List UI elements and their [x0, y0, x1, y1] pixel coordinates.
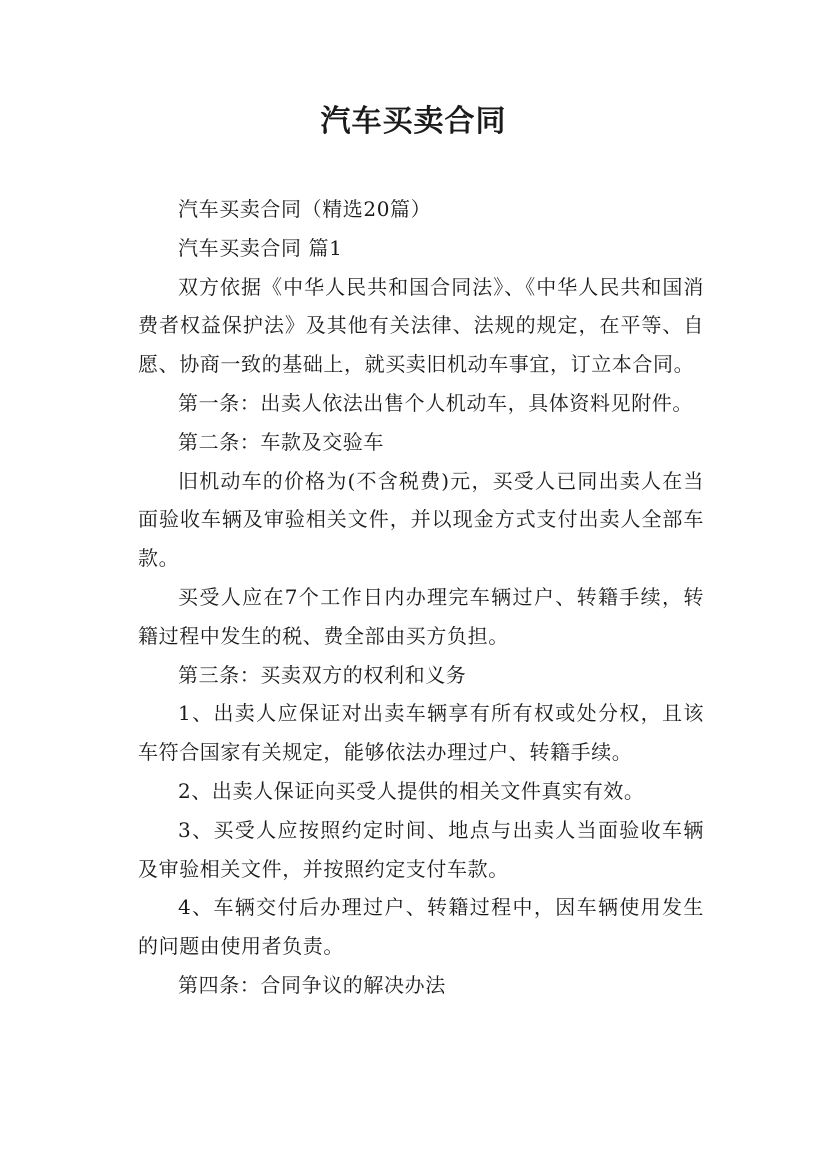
price-paragraph: 旧机动车的价格为(不含税费)元，买受人已同出卖人在当面验收车辆及审验相关文件，并以现金方式支付出卖人全部车款。 [138, 468, 704, 571]
article-1-paragraph: 第一条：出卖人依法出售个人机动车，具体资料见附件。 [178, 390, 693, 415]
article-3-heading: 第三条：买卖双方的权利和义务 [178, 662, 467, 687]
transfer-paragraph: 买受人应在7个工作日内办理完车辆过户、转籍手续，转籍过程中发生的税、费全部由买方负担。 [138, 584, 704, 648]
clause-4-paragraph: 4、车辆交付后办理过户、转籍过程中，因车辆使用发生的问题由使用者负责。 [138, 895, 704, 959]
article-4-heading: 第四条：合同争议的解决办法 [178, 972, 446, 997]
section-heading: 汽车买卖合同 篇1 [178, 235, 343, 260]
clause-2-paragraph: 2、出卖人保证向买受人提供的相关文件真实有效。 [178, 778, 645, 803]
document-body [138, 190, 704, 1005]
article-2-heading: 第二条：车款及交验车 [178, 429, 384, 454]
preamble-paragraph: 双方依据《中华人民共和国合同法》、《中华人民共和国消费者权益保护法》及其他有关法律、法规的规定，在平等、自愿、协商一致的基础上，就买卖旧机动车事宜，订立本合同。 [138, 274, 704, 377]
clause-3-paragraph: 3、买受人应按照约定时间、地点与出卖人当面验收车辆及审验相关文件，并按照约定支付车款。 [138, 817, 704, 881]
subtitle-paragraph: 汽车买卖合同（精选20篇） [178, 197, 432, 221]
document-title: 汽车买卖合同 [320, 104, 507, 139]
clause-1-paragraph: 1、出卖人应保证对出卖车辆享有所有权或处分权，且该车符合国家有关规定，能够依法办理过户、转籍手续。 [138, 701, 704, 765]
